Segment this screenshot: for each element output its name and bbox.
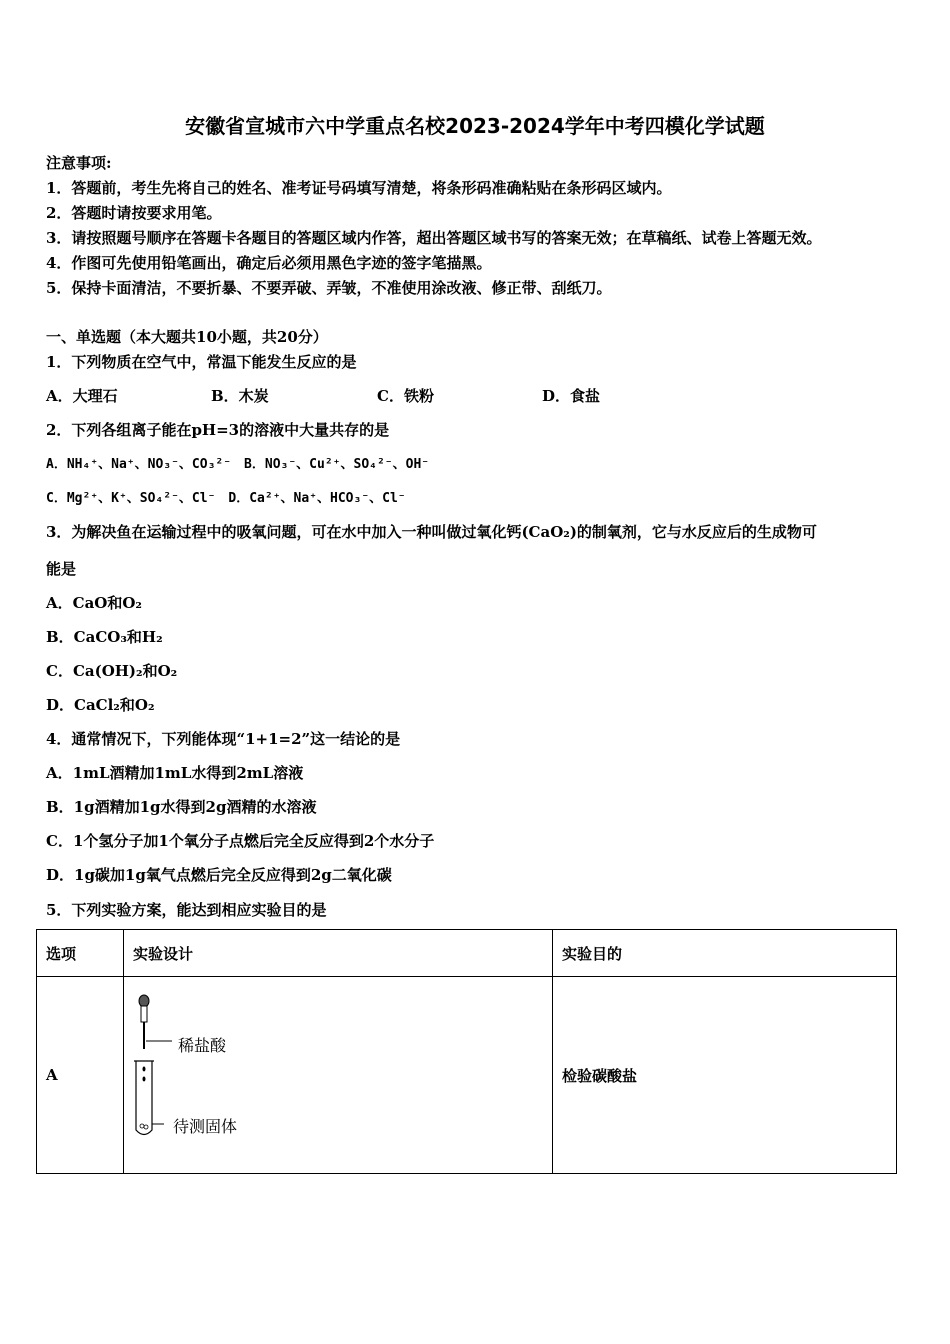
question-1-option-b: B．木炭 xyxy=(211,387,269,405)
notice-heading: 注意事项: xyxy=(46,154,112,172)
experiment-table xyxy=(36,929,897,1174)
header-purpose: 实验目的 xyxy=(553,930,897,977)
question-3-option-c: C．Ca(OH)₂和O₂ xyxy=(46,662,178,680)
table-header-row xyxy=(37,930,897,977)
question-3-option-a: A．CaO和O₂ xyxy=(46,594,142,612)
section-heading: 一、单选题（本大题共10小题，共20分） xyxy=(46,328,328,346)
question-3-option-d: D．CaCl₂和O₂ xyxy=(46,696,155,714)
question-2-options-line-1: A．NH₄⁺、Na⁺、NO₃⁻、CO₃²⁻ B．NO₃⁻、Cu²⁺、SO₄²⁻、OH⁻ xyxy=(46,457,430,472)
question-1-option-d: D．食盐 xyxy=(542,387,601,405)
question-1-option-a: A．大理石 xyxy=(46,387,118,405)
question-1-stem: 1．下列物质在空气中，常温下能发生反应的是 xyxy=(46,353,357,371)
notice-item: 2．答题时请按要求用笔。 xyxy=(46,204,222,222)
notice-item: 1．答题前，考生先将自己的姓名、准考证号码填写清楚，将条形码准确粘贴在条形码区域内。 xyxy=(46,179,672,197)
table-row xyxy=(37,977,897,1174)
question-3-option-b: B．CaCO₃和H₂ xyxy=(46,628,163,646)
question-4-option-a: A．1mL酒精加1mL水得到2mL溶液 xyxy=(46,764,304,782)
question-2-options-line-2: C．Mg²⁺、K⁺、SO₄²⁻、Cl⁻ D．Ca²⁺、Na⁺、HCO₃⁻、Cl⁻ xyxy=(46,491,406,506)
dropper-label: 稀盐酸 xyxy=(178,1036,227,1055)
notice-item: 3．请按照题号顺序在答题卡各题目的答题区域内作答，超出答题区域书写的答案无效；在草稿纸、试卷上答题无效。 xyxy=(46,229,822,247)
question-3-stem: 3．为解决鱼在运输过程中的吸氧问题，可在水中加入一种叫做过氧化钙(CaO₂)的制氧剂，它与水反应后的生成物可 xyxy=(46,523,817,541)
question-4-option-c: C．1个氢分子加1个氧分子点燃后完全反应得到2个水分子 xyxy=(46,832,435,850)
page-title: 安徽省宣城市六中学重点名校2023-2024学年中考四模化学试题 xyxy=(185,114,765,138)
question-2-stem: 2．下列各组离子能在pH=3的溶液中大量共存的是 xyxy=(46,421,390,439)
question-4-option-d: D．1g碳加1g氧气点燃后完全反应得到2g二氧化碳 xyxy=(46,866,392,884)
question-1-option-c: C．铁粉 xyxy=(377,387,434,405)
header-option: 选项 xyxy=(37,930,124,977)
notice-item: 4．作图可先使用铅笔画出，确定后必须用黑色字迹的签字笔描黑。 xyxy=(46,254,492,272)
row-a-design xyxy=(124,977,553,1174)
question-3-stem-continued: 能是 xyxy=(46,560,77,578)
question-4-stem: 4．通常情况下，下列能体现“1+1=2”这一结论的是 xyxy=(46,730,401,748)
question-4-option-b: B．1g酒精加1g水得到2g酒精的水溶液 xyxy=(46,798,317,816)
row-a-option: A xyxy=(37,977,124,1174)
row-a-purpose: 检验碳酸盐 xyxy=(553,977,897,1174)
question-5-stem: 5．下列实验方案，能达到相应实验目的是 xyxy=(46,901,327,919)
notice-item: 5．保持卡面清洁，不要折暴、不要弄破、弄皱，不准使用涂改液、修正带、刮纸刀。 xyxy=(46,279,612,297)
solid-label: 待测固体 xyxy=(173,1117,238,1136)
header-design: 实验设计 xyxy=(124,930,553,977)
